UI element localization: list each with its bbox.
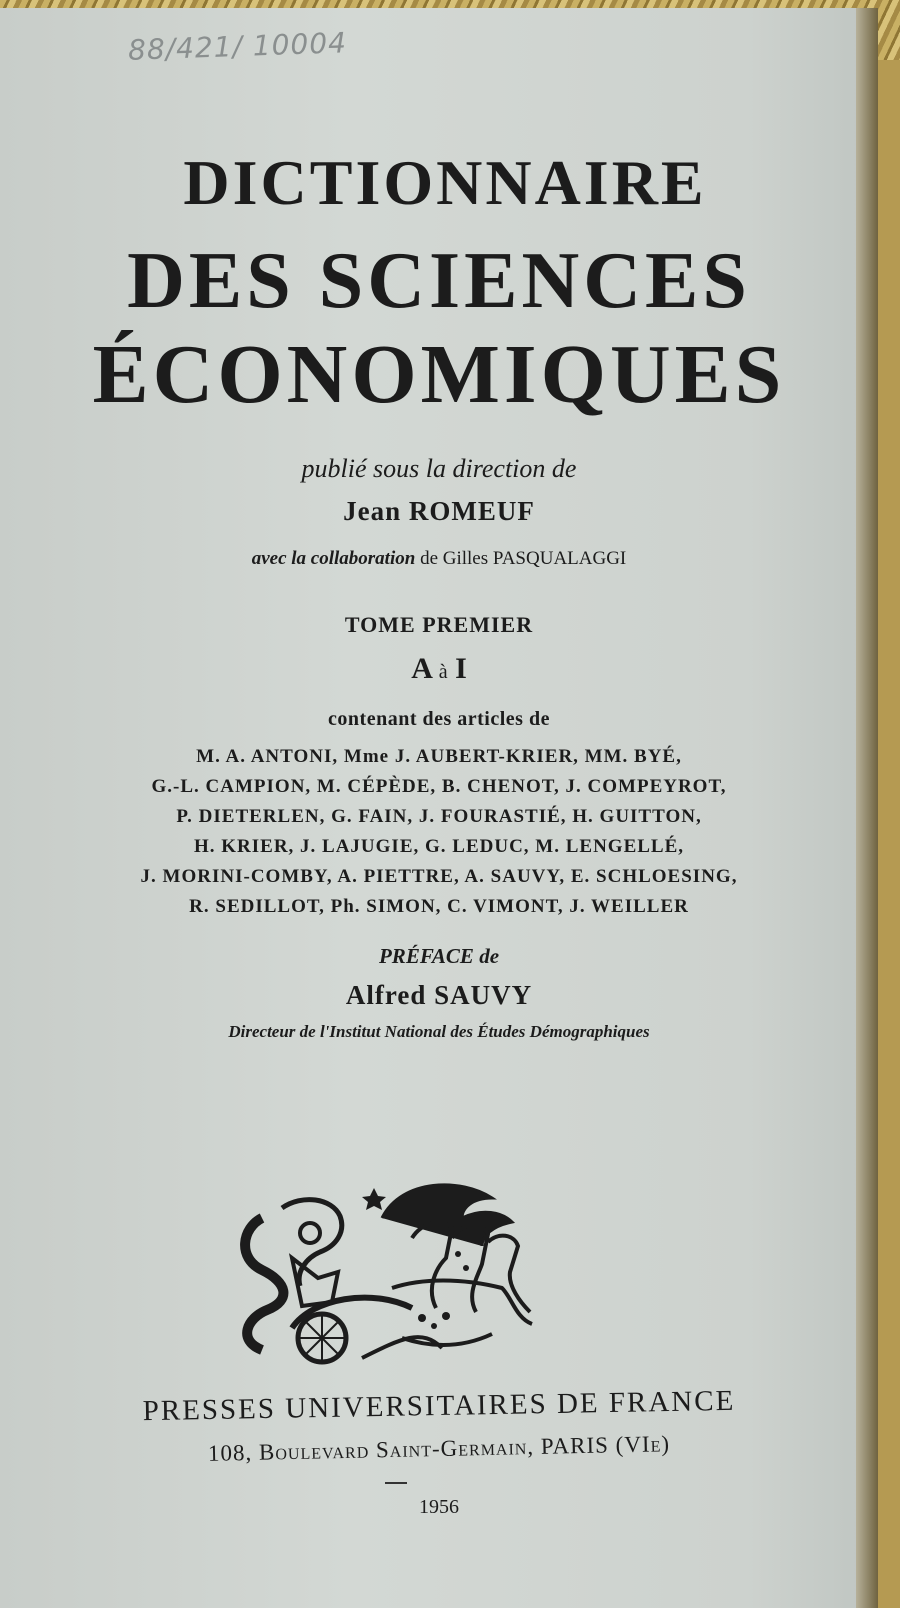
author-line: H. KRIER, J. LAJUGIE, G. LEDUC, M. LENGELLÉ, — [193, 836, 685, 857]
preface-author: Alfred SAUVY — [345, 980, 533, 1010]
title-line-3: ÉCONOMIQUES — [92, 328, 786, 421]
address-text: 108, Boulevard Saint-Germain, PARIS (VIe) — [207, 1431, 671, 1466]
collaboration-line — [0, 548, 878, 570]
collaboration-prefix: avec la collaboration — [251, 548, 416, 569]
contents-intro: contenant des articles de — [328, 708, 550, 730]
publisher-name: PRESSES UNIVERSITAIRES DE FRANCE — [142, 1384, 736, 1428]
preface-label: PRÉFACE — [378, 944, 474, 968]
author-line: R. SEDILLOT, Ph. SIMON, C. VIMONT, J. WEILLER — [189, 896, 689, 917]
publisher-address — [0, 1427, 878, 1471]
title-line-1: DICTIONNAIRE — [183, 147, 707, 218]
title-line-2: DES SCIENCES — [127, 237, 751, 325]
author-line: M. A. ANTONI, Mme J. AUBERT-KRIER, MM. BYÉ, — [196, 746, 682, 767]
preface-suffix: de — [473, 944, 500, 968]
range-start: A — [411, 652, 432, 685]
subtitle: publié sous la direction de — [301, 454, 577, 483]
pencil-annotation: 88/421/ 10004 — [127, 26, 348, 67]
preface-author-role: Directeur de l'Institut National des Études Démographiques — [228, 1022, 650, 1041]
range-end: I — [455, 652, 467, 685]
author-list — [0, 742, 878, 922]
author-line: J. MORINI-COMBY, A. PIETTRE, A. SAUVY, E. SCHLOESING, — [140, 866, 738, 887]
collaborator-name: Gilles PASQUALAGGI — [442, 548, 627, 569]
range-mid: à — [438, 661, 448, 683]
author-line: G.-L. CAMPION, M. CÉPÈDE, B. CHENOT, J. COMPEYROT, — [151, 776, 727, 797]
title-page — [0, 8, 878, 1608]
preface-heading — [0, 944, 878, 969]
volume-range — [0, 652, 878, 686]
collaboration-mid: de — [415, 548, 443, 569]
volume-label: TOME PREMIER — [344, 612, 534, 637]
year-rule — [385, 1482, 407, 1484]
editor-name: Jean ROMEUF — [343, 496, 535, 526]
publication-year: 1956 — [419, 1496, 459, 1518]
author-line: P. DIETERLEN, G. FAIN, J. FOURASTIÉ, H. GUITTON, — [176, 806, 702, 827]
chariot-emblem-icon — [222, 1178, 562, 1378]
